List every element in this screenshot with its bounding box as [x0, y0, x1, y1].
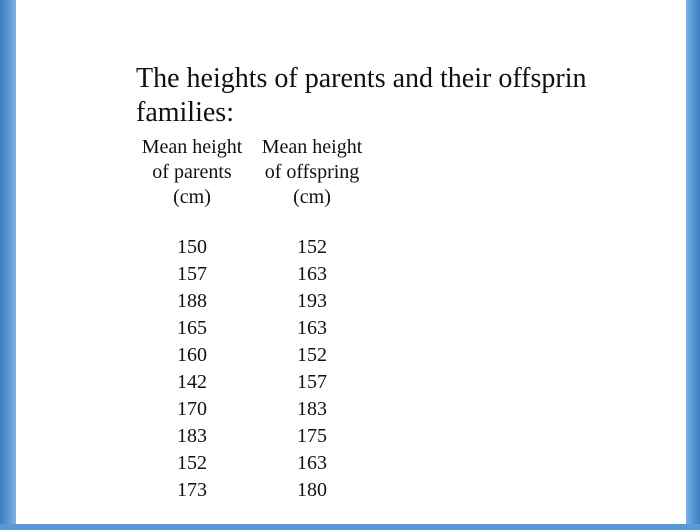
- parents-height-cell: 188: [177, 290, 207, 312]
- column-header-parents-line-3: (cm): [173, 186, 211, 208]
- offspring-height-cell: 183: [297, 398, 327, 420]
- offspring-height-cell: 152: [297, 236, 327, 258]
- bottom-border-strip: [0, 524, 700, 530]
- parents-height-cell: 170: [177, 398, 207, 420]
- slide-title: [136, 62, 636, 130]
- parents-height-cell: 173: [177, 479, 207, 501]
- slide-content: [16, 0, 686, 524]
- offspring-height-cell: 152: [297, 344, 327, 366]
- offspring-height-cell: 163: [297, 263, 327, 285]
- offspring-height-cell: 163: [297, 317, 327, 339]
- parents-height-cell: 183: [177, 425, 207, 447]
- column-header-offspring-line-3: (cm): [293, 186, 331, 208]
- slide-title-line-2: families:: [136, 97, 234, 128]
- right-border-strip: [686, 0, 700, 530]
- parents-height-cell: 150: [177, 236, 207, 258]
- parents-height-cell: 152: [177, 452, 207, 474]
- parents-height-cell: 165: [177, 317, 207, 339]
- column-header-offspring: [252, 135, 372, 210]
- column-header-parents: [132, 135, 252, 210]
- offspring-height-cell: 175: [297, 425, 327, 447]
- column-header-parents-line-1: Mean height: [141, 136, 243, 158]
- slide-title-line-1: The heights of parents and their offsprin: [136, 63, 587, 94]
- offspring-height-column: [252, 234, 372, 504]
- column-header-offspring-line-1: Mean height: [261, 136, 363, 158]
- offspring-height-cell: 193: [297, 290, 327, 312]
- offspring-height-cell: 180: [297, 479, 327, 501]
- parents-height-cell: 142: [177, 371, 207, 393]
- offspring-height-cell: 157: [297, 371, 327, 393]
- left-border-strip: [0, 0, 16, 530]
- parents-height-cell: 160: [177, 344, 207, 366]
- column-header-parents-line-2: of parents: [152, 161, 232, 183]
- column-header-offspring-line-2: of offspring: [264, 161, 360, 183]
- parents-height-column: [132, 234, 252, 504]
- parents-height-cell: 157: [177, 263, 207, 285]
- offspring-height-cell: 163: [297, 452, 327, 474]
